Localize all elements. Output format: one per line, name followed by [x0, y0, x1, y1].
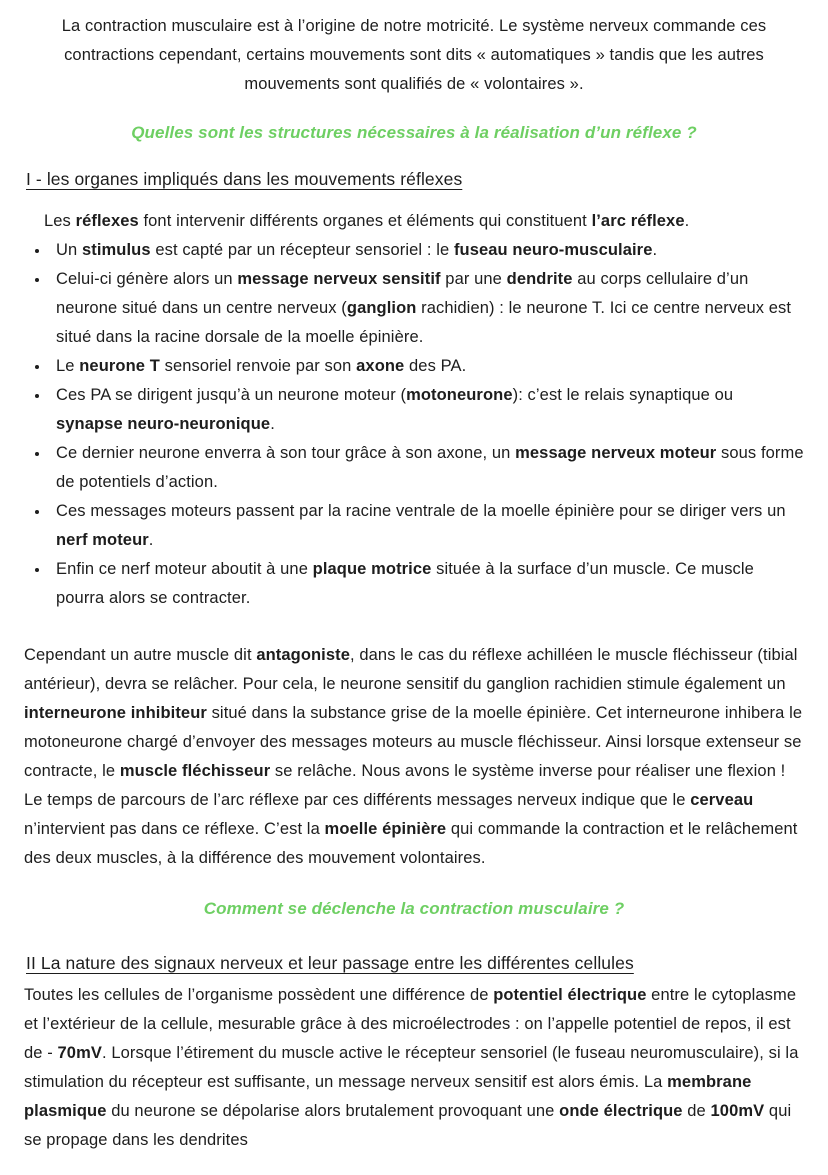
lead-paragraph: Les réflexes font intervenir différents organes et éléments qui constituent l’arc réflexe. [44, 212, 690, 230]
question-heading-contraction: Comment se déclenche la contraction musculaire ? [203, 899, 625, 918]
bullet-motoneurone: • Ces PA se dirigent jusqu’à un neurone moteur (motoneurone): c’est le relais synaptique ou synapse neuro-neuronique. [50, 381, 804, 439]
paragraph-antagonist: Cependant un autre muscle dit antagoniste, dans le cas du réflexe achilléen le muscle fléchisseur (tibial antérieur), devra se relâcher. Pour cela, le neurone sensitif du ganglion rachidien stimule également un interneurone inhibiteur situé dans la substance grise de la moelle épinière. Cet interneurone inhibera le motoneurone chargé d’envoyer des messages moteurs au muscle fléchisseur. Ainsi lorsque extenseur se contracte, le muscle fléchisseur se relâche. Nous avons le système inverse pour réaliser une flexion ! [24, 646, 803, 780]
paragraph-reflex-time: Le temps de parcours de l’arc réflexe par ces différents messages nerveux indique que le cerveau n’intervient pas dans ce réflexe. C’est la moelle épinière qui commande la contraction et le relâchement des deux muscles, à la différence des mouvement volontaires. [24, 791, 798, 867]
section-title-2: II La nature des signaux nerveux et leur passage entre les différentes cellules [26, 953, 634, 973]
bullet-message-moteur: • Ce dernier neurone enverra à son tour grâce à son axone, un message nerveux moteur sous forme de potentiels d’action. [50, 439, 804, 497]
bullet-stimulus: • Un stimulus est capté par un récepteur sensoriel : le fuseau neuro-musculaire. [50, 236, 804, 265]
antagonist-block [24, 641, 804, 873]
intro-paragraph: La contraction musculaire est à l’origine de notre motricité. Le système nerveux commande ces contractions cependant, certains mouvements sont dits « automatiques » tandis que les autres mouvements sont qualifiés de « volontaires ». [61, 17, 767, 93]
bullet-message-sensitif: • Celui-ci génère alors un message nerveux sensitif par une dendrite au corps cellulaire d’un neurone situé dans un centre nerveux (ganglion rachidien) : le neurone T. Ici ce centre nerveux est situé dans la racine dorsale de la moelle épinière. [50, 265, 804, 352]
bullet-neurone-t: • Le neurone T sensoriel renvoie par son axone des PA. [50, 352, 804, 381]
section-title-1: I - les organes impliqués dans les mouvements réflexes [26, 169, 463, 189]
question-heading-reflex: Quelles sont les structures nécessaires à la réalisation d’un réflexe ? [131, 123, 697, 142]
bullet-plaque-motrice: • Enfin ce nerf moteur aboutit à une plaque motrice située à la surface d’un muscle. Ce muscle pourra alors se contracter. [50, 555, 804, 613]
bullet-racine-ventrale: • Ces messages moteurs passent par la racine ventrale de la moelle épinière pour se diriger vers un nerf moteur. [50, 497, 804, 555]
paragraph-potential: Toutes les cellules de l’organisme possèdent une différence de potentiel électrique entre le cytoplasme et l’extérieur de la cellule, mesurable grâce à des microélectrodes : on l’appelle potentiel de repos, il est de - 70mV. Lorsque l’étirement du muscle active le récepteur sensoriel (le fuseau neuromusculaire), si la stimulation du récepteur est suffisante, un message nerveux sensitif est alors émis. La membrane plasmique du neurone se dépolarise alors brutalement provoquant une onde électrique de 100mV qui se propage dans les dendrites [24, 986, 799, 1149]
reflex-arc-bullet-list [24, 236, 804, 613]
